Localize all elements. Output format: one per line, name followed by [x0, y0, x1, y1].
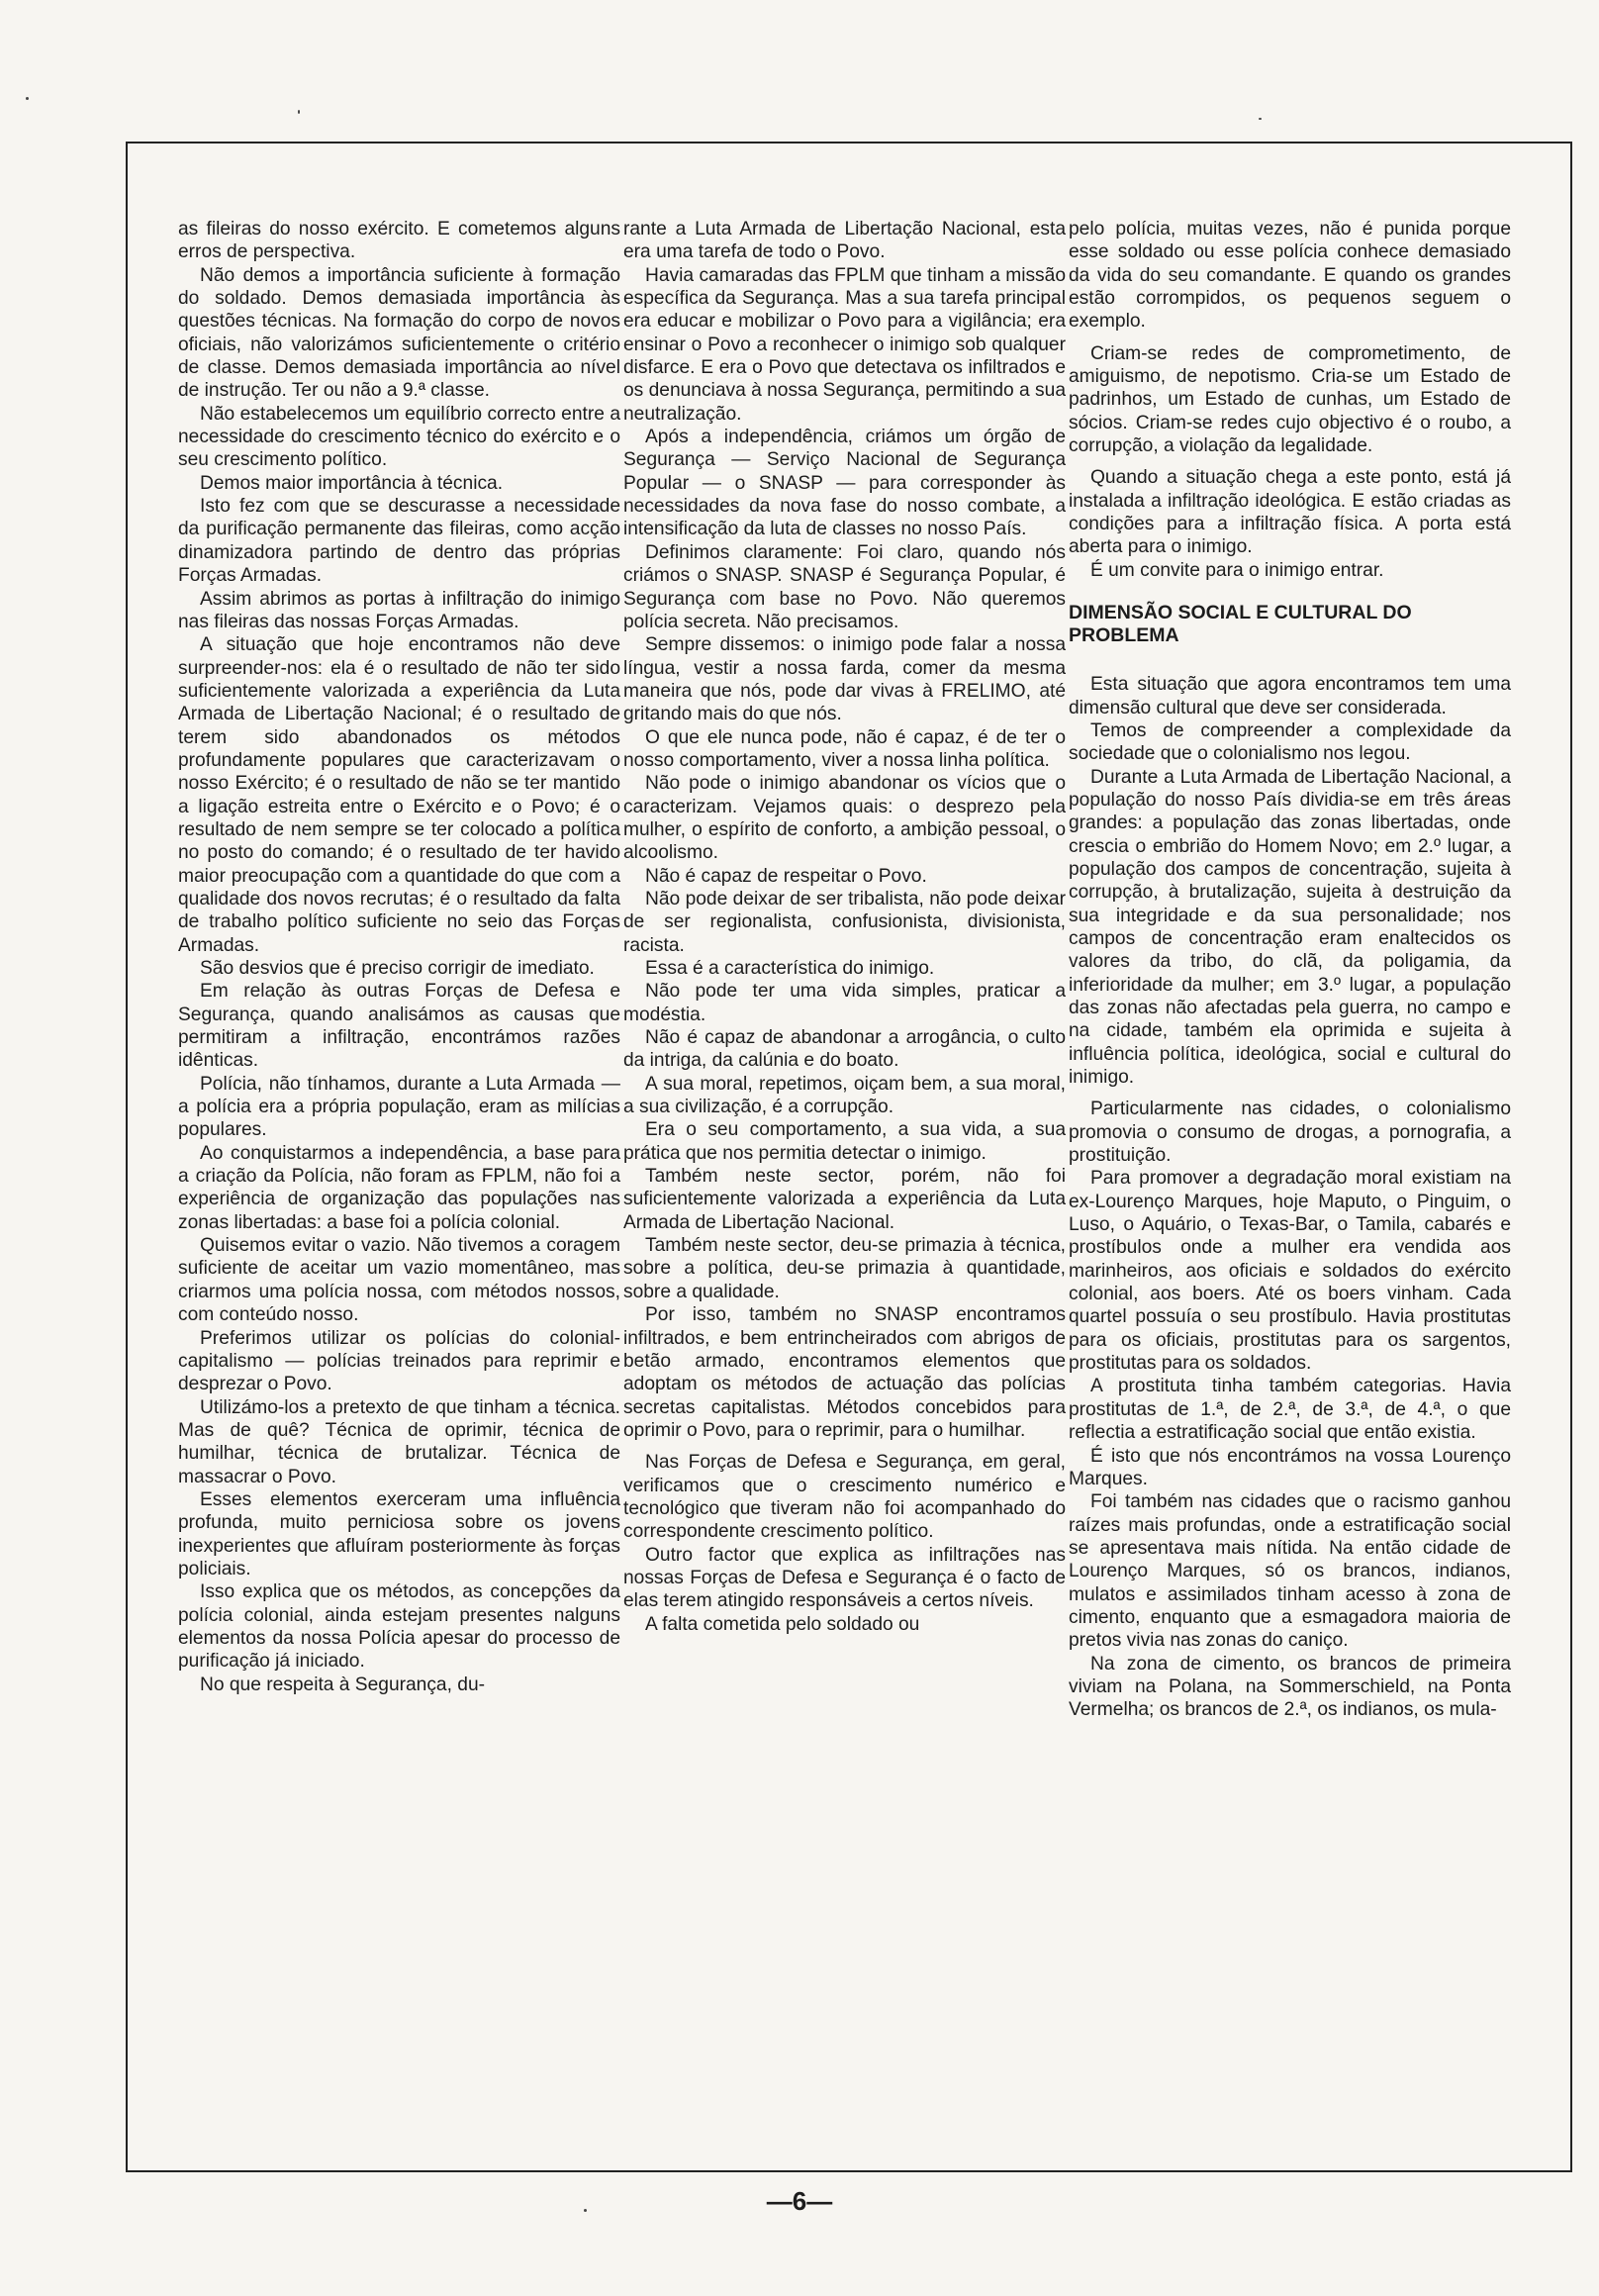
paragraph: Foi também nas cidades que o racismo ganhou raízes mais profundas, onde a estratificação social se apresentava mais nítida. Na então cidade de Lourenço Marques, só os brancos, indianos, mulatos e assimilados tinham acesso à zona de cimento, enquanto que a esmagadora maioria de pretos vivia nas zonas do caniço. [1069, 1491, 1511, 1652]
paragraph: Durante a Luta Armada de Libertação Nacional, a população do nosso País dividia-se em três áreas grandes: a população das zonas libertadas, onde crescia o embrião do Homem Novo; em 2.º lugar, a população dos campos de concentração, sujeita à corrupção, à brutalização, sujeita à destruição da sua integridade e da sua personalidade; nos campos de concentração eram enaltecidos os valores da tribo, do clã, da poligamia, da inferioridade da mulher; em 3.º lugar, a população das zonas não afectadas pela guerra, no campo e na cidade, também ela oprimida e sujeita à influência política, ideológica, social e cultural do inimigo. [1069, 766, 1511, 1088]
paragraph: Havia camaradas das FPLM que tinham a missão específica da Segurança. Mas a sua tarefa principal era educar e mobilizar o Povo para a vigilância; era ensinar o Povo a reconhecer o inimigo sob qualquer disfarce. E era o Povo que detectava os infiltrados e os denunciava à nossa Segurança, permitindo a sua neutralização. [623, 264, 1066, 425]
paragraph: Não demos a importância suficiente à formação do soldado. Demos demasiada importância às questões técnicas. Na formação do corpo de novos oficiais, não valorizámos suficientemente o critério de classe. Demos demasiada importância ao nível de instrução. Ter ou não a 9.ª classe. [178, 264, 620, 402]
paragraph: Na zona de cimento, os brancos de primeira viviam na Polana, na Sommerschield, na Ponta Vermelha; os brancos de 2.ª, os indianos, os mula- [1069, 1653, 1511, 1721]
paragraph: Quisemos evitar o vazio. Não tivemos a coragem suficiente de aceitar um vazio momentâneo, mas criarmos uma polícia nossa, com métodos nossos, com conteúdo nosso. [178, 1235, 620, 1326]
scan-speck [298, 110, 300, 114]
paragraph: Definimos claramente: Foi claro, quando nós criámos o SNASP. SNASP é Segurança Popular, é Segurança com base no Povo. Não queremos polícia secreta. Não precisamos. [623, 541, 1066, 632]
paragraph: Quando a situação chega a este ponto, está já instalada a infiltração ideológica. E estão criadas as condições para a infiltração física. A porta está aberta para o inimigo. [1069, 467, 1511, 558]
scan-speck [26, 97, 29, 100]
paragraph: A prostituta tinha também categorias. Havia prostitutas de 1.ª, de 2.ª, de 3.ª, de 4.ª, o que reflectia a estratificação social que então existia. [1069, 1376, 1511, 1444]
paragraph: Não pode o inimigo abandonar os vícios que o caracterizam. Vejamos quais: o desprezo pela mulher, o espírito de conforto, a ambição pessoal, o alcoolismo. [623, 773, 1066, 864]
paragraph: Polícia, não tínhamos, durante a Luta Armada — a polícia era a própria população, eram as milícias populares. [178, 1073, 620, 1141]
paragraph: Não pode ter uma vida simples, praticar a modéstia. [623, 981, 1066, 1025]
paragraph: Nas Forças de Defesa e Segurança, em geral, verificamos que o crescimento numérico e tecnológico que tiveram não foi acompanhado do correspondente crescimento político. [623, 1452, 1066, 1543]
paragraph: É isto que nós encontrámos na vossa Lourenço Marques. [1069, 1445, 1511, 1489]
paragraph: Não estabelecemos um equilíbrio correcto entre a necessidade do crescimento técnico do exército e o seu crescimento político. [178, 403, 620, 471]
paragraph: Criam-se redes de comprometimento, de amiguismo, de nepotismo. Cria-se um Estado de padrinhos, um Estado de cunhas, um Estado de sócios. Criam-se redes cujo objectivo é o roubo, a corrupção, a violação da legalidade. [1069, 342, 1511, 457]
paragraph: Demos maior importância à técnica. [200, 472, 504, 494]
column-left [178, 218, 620, 1696]
paragraph: Após a independência, criámos um órgão de Segurança — Serviço Nacional de Segurança Popular — o SNASP — para corresponder às necessidades da nova fase do nosso combate, a intensificação da luta de classes no nosso País. [623, 427, 1066, 540]
paragraph: Particularmente nas cidades, o colonialismo promovia o consumo de drogas, a pornografia, a prostituição. [1069, 1099, 1511, 1167]
paragraph: Esses elementos exerceram uma influência profunda, muito perniciosa sobre os jovens inexperientes que afluíram posteriormente às forças policiais. [178, 1488, 620, 1579]
paragraph: O que ele nunca pode, não é capaz, é de ter o nosso comportamento, viver a nossa linha política. [623, 726, 1066, 771]
paragraph: Esta situação que agora encontramos tem uma dimensão cultural que deve ser considerada. [1069, 674, 1511, 718]
paragraph: Outro factor que explica as infiltrações nas nossas Forças de Defesa e Segurança é o facto de elas terem atingido responsáveis a certos níveis. [623, 1544, 1066, 1612]
paragraph: Era o seu comportamento, a sua vida, a sua prática que nos permitia detectar o inimigo. [623, 1119, 1066, 1164]
paragraph: Preferimos utilizar os polícias do colonial-capitalismo — polícias treinados para reprimir e desprezar o Povo. [178, 1327, 620, 1395]
paragraph: Isto fez com que se descurasse a necessidade da purificação permanente das fileiras, como acção dinamizadora partindo de dentro das próprias Forças Armadas. [178, 496, 620, 587]
paragraph: Temos de compreender a complexidade da sociedade que o colonialismo nos legou. [1069, 719, 1511, 765]
paragraph: Por isso, também no SNASP encontramos infiltrados, e bem entrincheirados com abrigos de betão armado, encontramos elementos que adoptam os métodos de actuação das polícias secretas capitalistas. Métodos concebidos para oprimir o Povo, para o reprimir, para o humilhar. [623, 1304, 1066, 1441]
paragraph: A falta cometida pelo soldado ou [645, 1613, 920, 1635]
page-number: —6— [766, 2186, 833, 2216]
paragraph: Isso explica que os métodos, as concepções da polícia colonial, ainda estejam presentes nalguns elementos da nossa Polícia apesar do processo de purificação já iniciado. [178, 1581, 620, 1673]
paragraph: No que respeita à Segurança, du- [200, 1674, 485, 1695]
column-middle [623, 218, 1066, 1636]
paragraph: Não pode deixar de ser tribalista, não pode deixar de ser regionalista, confusionista, divisionista, racista. [623, 888, 1066, 956]
paragraph: Para promover a degradação moral existiam na ex-Lourenço Marques, hoje Maputo, o Pinguim, o Luso, o Aquário, o Texas-Bar, o Tamila, cabarés e prostíbulos onde a mulher era vendida aos marinheiros, aos oficiais e soldados do exército colonial, aos boers. Até os boers vinham. Cada quartel possuía o seu prostíbulo. Havia prostitutas para os oficiais, prostitutas para os sargentos, prostitutas para os soldados. [1069, 1168, 1511, 1375]
paragraph: Essa é a característica do inimigo. [645, 958, 935, 979]
paragraph: Em relação às outras Forças de Defesa e Segurança, quando analisámos as causas que permitiram a infiltração, encontrámos razões idênticas. [178, 981, 620, 1072]
paragraph: Não é capaz de abandonar a arrogância, o culto da intriga, da calúnia e do boato. [623, 1027, 1066, 1072]
paragraph: pelo polícia, muitas vezes, não é punida porque esse soldado ou esse polícia conhece demasiado da vida do seu comandante. E quando os grandes estão corrompidos, os pequenos seguem o exemplo. [1069, 219, 1511, 333]
paragraph: É um convite para o inimigo entrar. [1090, 559, 1384, 581]
scan-speck [1259, 118, 1262, 120]
paragraph: Também neste sector, porém, não foi suficientemente valorizada a experiência da Luta Armada de Libertação Nacional. [623, 1166, 1066, 1233]
paragraph: A situação que hoje encontramos não deve surpreender-nos: ela é o resultado de não ter sido suficientemente valorizada a experiência da Luta Armada de Libertação Nacional; é o resultado de terem sido abandonados os métodos profundamente populares que caracterizavam o nosso Exército; é o resultado de não se ter mantido a ligação estreita entre o Exército e o Povo; é o resultado de nem sempre se ter colocado a política no posto do comando; é o resultado de ter havido maior preocupação com a quantidade do que com a qualidade dos novos recrutas; é o resultado da falta de trabalho político suficiente no seio das Forças Armadas. [178, 634, 620, 956]
paragraph: Ao conquistarmos a independência, a base para a criação da Polícia, não foram as FPLM, não foi a experiência de organização das populações nas zonas libertadas: a base foi a polícia colonial. [178, 1142, 620, 1233]
paragraph: Utilizámo-los a pretexto de que tinham a técnica. Mas de quê? Técnica de oprimir, técnica de humilhar, técnica de brutalizar. Técnica de massacrar o Povo. [178, 1396, 620, 1487]
paragraph: as fileiras do nosso exército. E cometemos alguns erros de perspectiva. [178, 219, 620, 263]
paragraph: Sempre dissemos: o inimigo pode falar a nossa língua, vestir a nossa farda, comer da mesma maneira que nós, pode dar vivas à FRELIMO, até gritando mais do que nós. [623, 634, 1066, 725]
paragraph: rante a Luta Armada de Libertação Nacional, esta era uma tarefa de todo o Povo. [623, 219, 1066, 263]
paragraph: Não é capaz de respeitar o Povo. [645, 865, 927, 887]
column-right [1069, 218, 1511, 1722]
paragraph: São desvios que é preciso corrigir de imediato. [200, 958, 595, 979]
paragraph: Também neste sector, deu-se primazia à técnica, sobre a política, deu-se primazia à quantidade, sobre a qualidade. [623, 1235, 1066, 1302]
paragraph: A sua moral, repetimos, oiçam bem, a sua moral, a sua civilização, é a corrupção. [623, 1073, 1066, 1118]
paragraph: Assim abrimos as portas à infiltração do inimigo nas fileiras das nossas Forças Armadas. [178, 588, 620, 632]
section-heading: DIMENSÃO SOCIAL E CULTURAL DO PROBLEMA [1069, 602, 1412, 647]
